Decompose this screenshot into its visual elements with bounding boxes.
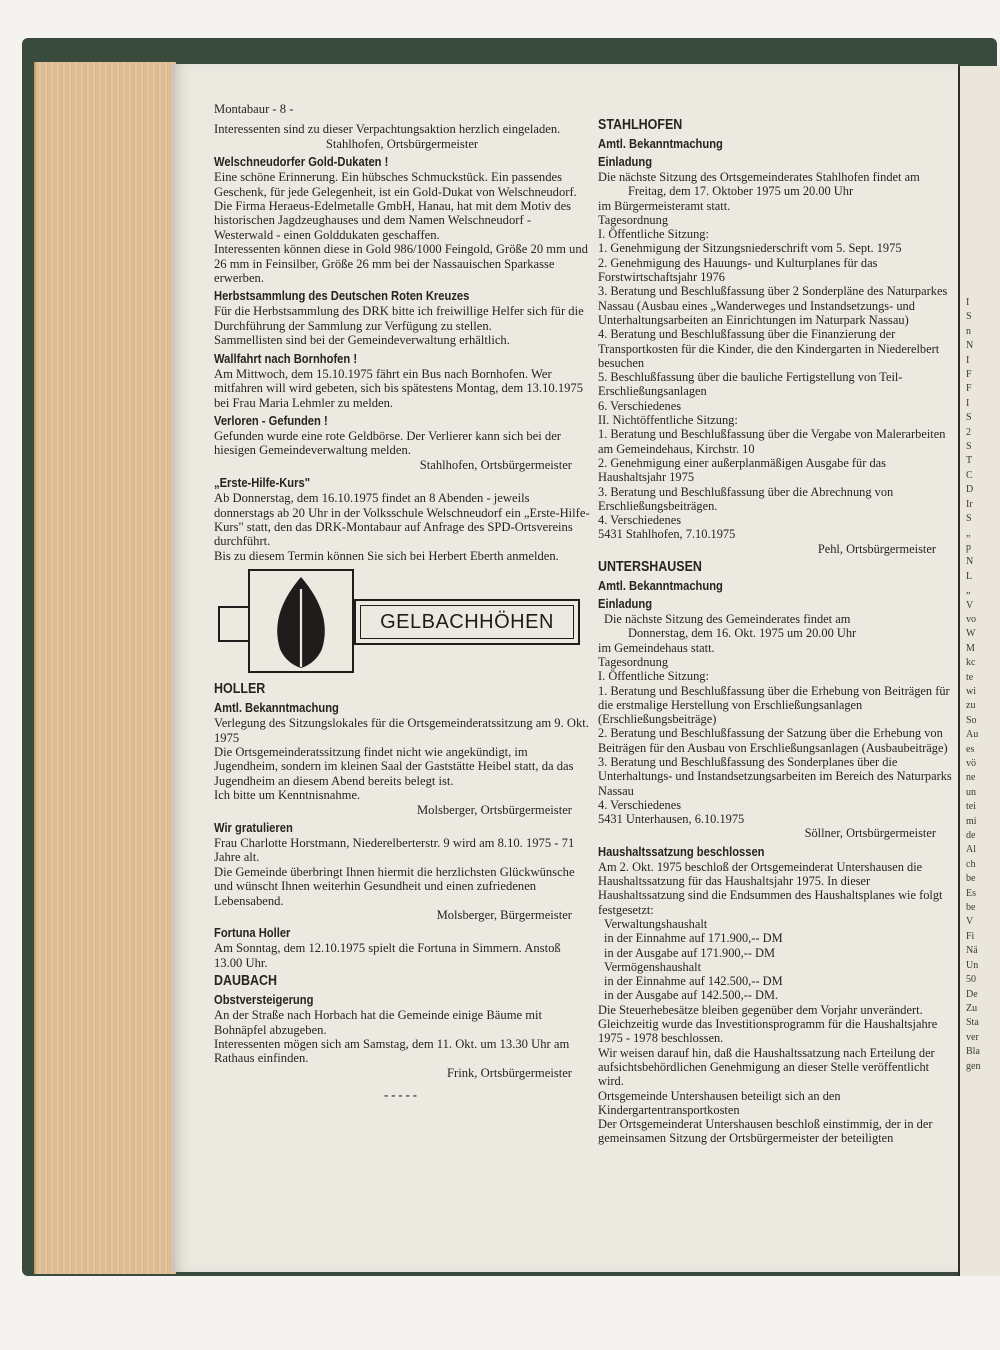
- end-dashes: -----: [384, 1088, 420, 1103]
- stahlhofen-item-4: 4. Beratung und Beschlußfassung über die Finanzierung der Transportkosten für die Kinder, die den Kindergarten in Niederelbert besuchen: [598, 327, 940, 370]
- edge-letter: „: [966, 585, 971, 597]
- stahlhofen-invitation: Einladung: [598, 154, 653, 169]
- logo-text: GELBACHHÖHEN: [380, 610, 554, 633]
- edge-letter: L: [966, 570, 973, 582]
- logo-emblem: [248, 569, 354, 673]
- stahlhofen-item-6: 6. Verschiedenes: [598, 398, 682, 413]
- edge-letter: I: [966, 397, 970, 409]
- edge-letter: mi: [966, 815, 977, 827]
- congratulations-para-1: Frau Charlotte Horstmann, Niederelberterstr. 9 wird am 8.10. 1975 - 71 Jahre alt.: [214, 836, 575, 865]
- lost-found-heading: Verloren - Gefunden !: [214, 412, 328, 428]
- stahlhofen-item-1: 1. Genehmigung der Sitzungsniederschrift vom 5. Sept. 1975: [598, 241, 902, 256]
- first-aid-para-2: Bis zu diesem Termin können Sie sich bei Herbert Eberth anmelden.: [214, 548, 559, 563]
- edge-letter: T: [966, 455, 973, 467]
- pilgrimage-para: Am Mittwoch, dem 15.10.1975 fährt ein Bus nach Bornhofen. Wer mitfahren will wird gebeten, sich bis spätestens Montag, dem 13.10.1975 bei Frau Maria Lehmler zu melden.: [214, 366, 584, 410]
- untershausen-date: Donnerstag, dem 16. Okt. 1975 um 20.00 Uhr: [628, 626, 857, 641]
- edge-letter: Es: [966, 887, 976, 899]
- first-aid-heading: „Erste-Hilfe-Kurs": [214, 475, 311, 491]
- edge-letter: vo: [966, 613, 976, 625]
- budget-para-5: Ortsgemeinde Untershausen beteiligt sich an den Kindergartentransportkosten: [598, 1088, 841, 1117]
- edge-letter: I: [966, 354, 970, 366]
- edge-letter: N: [966, 556, 974, 568]
- leaf-icon: [250, 571, 352, 671]
- edge-letter: De: [966, 988, 978, 1000]
- edge-letter: C: [966, 469, 973, 481]
- holler-para-3: Ich bitte um Kenntnisnahme.: [214, 788, 361, 803]
- intro-signature: Stahlhofen, Ortsbürgermeister: [325, 136, 479, 151]
- edge-letter: be: [966, 902, 976, 914]
- congratulations-heading: Wir gratulieren: [214, 820, 293, 835]
- edge-letter: 2: [966, 426, 971, 438]
- budget-para-3: Gleichzeitig wurde das Investitionsprogramm für die Haushaltsjahre 1975 - 1978 beschlossen.: [598, 1017, 938, 1046]
- page-edges: [34, 62, 176, 1274]
- edge-letter: kc: [966, 657, 976, 669]
- gold-dukaten-heading: Welschneudorfer Gold-Dukaten !: [214, 154, 389, 170]
- edge-letter: te: [966, 671, 974, 683]
- budget-line-3: in der Ausgabe auf 171.900,-- DM: [604, 945, 776, 960]
- gold-dukaten-para-1: Eine schöne Erinnerung. Ein hübsches Schmuckstück. Ein passendes Geschenk, für jede Gelegenheit, ist ein Gold-Dukat von Welschneudorf.: [214, 170, 577, 199]
- holler-para-2: Die Ortsgemeinderatssitzung findet nicht wie angekündigt, im Jugendheim, sondern im kleinen Saal der Gaststätte Heibel statt, da das Jugendheim an diesem Abend bereits belegt ist.: [214, 744, 574, 788]
- edge-letter: D: [966, 484, 974, 496]
- gold-dukaten-para-2: Die Firma Heraeus-Edelmetalle GmbH, Hanau, hat mit dem Motiv des historischen Jagdzeughauses und dem Namen Welschneudorf - Westerwald - einen Golddukaten geschaffen.: [214, 199, 572, 242]
- next-page-edge: [958, 66, 1000, 1276]
- fortuna-para: Am Sonntag, dem 12.10.1975 spielt die Fortuna in Simmern. Anstoß 13.00 Uhr.: [214, 941, 561, 970]
- fruit-auction-para-1: An der Straße nach Horbach hat die Gemeinde einige Bäume mit Bohnäpfel abzugeben.: [214, 1008, 543, 1037]
- edge-letter: „: [966, 527, 971, 539]
- stahlhofen-place-date: 5431 Stahlhofen, 7.10.1975: [598, 527, 736, 542]
- lost-found-signature: Stahlhofen, Ortsbürgermeister: [419, 457, 572, 472]
- edge-letter: Nä: [966, 945, 978, 957]
- drk-collection-heading: Herbstsammlung des Deutschen Roten Kreuzes: [214, 288, 470, 304]
- edge-letter: ver: [966, 1031, 979, 1043]
- fortuna-heading: Fortuna Holler: [214, 925, 291, 941]
- drk-collection-para-1: Für die Herbstsammlung des DRK bitte ich freiwillige Helfer sich für die Durchführung der Sammlung zur Verfügung zu stellen.: [214, 304, 584, 333]
- stahlhofen-item-3: 3. Beratung und Beschlußfassung über 2 Sonderpläne des Naturparkes Nassau (Ausbau eines „Wanderweges und Instandsetzungs- und Unterhaltungsarbeiten an Einrichtungen im Naturpark Nassau): [598, 284, 948, 327]
- pilgrimage-heading: Wallfahrt nach Bornhofen !: [214, 350, 358, 366]
- edge-letter: p: [966, 541, 971, 553]
- edge-letter: F: [966, 383, 972, 395]
- untershausen-location: im Gemeindehaus statt.: [598, 640, 715, 655]
- congratulations-signature: Molsberger, Bürgermeister: [436, 908, 572, 923]
- untershausen-agenda-label: Tagesordnung: [598, 654, 669, 669]
- edge-letter: V: [966, 916, 974, 928]
- budget-line-2: in der Einnahme auf 171.900,-- DM: [604, 931, 783, 946]
- edge-letter: Sta: [966, 1017, 979, 1029]
- edge-letter: W: [966, 628, 976, 640]
- edge-letter: V: [966, 599, 974, 611]
- stahlhofen-private-item-1: 1. Beratung und Beschlußfassung über die Vergabe von Malerarbeiten am Gemeindehaus, Kirchstr. 10: [598, 427, 946, 456]
- next-page-fragment-letters: [966, 296, 1000, 1074]
- edge-letter: wi: [966, 685, 976, 697]
- congratulations-para-2: Die Gemeinde überbringt Ihnen hiermit die herzlichsten Glückwünsche und wünscht Ihnen weiterhin Gesundheit und einen zufriedenen Lebensabend.: [214, 864, 575, 908]
- edge-letter: F: [966, 369, 972, 381]
- budget-heading: Haushaltssatzung beschlossen: [598, 843, 765, 859]
- right-column: [598, 114, 954, 1146]
- edge-letter: Al: [966, 844, 976, 856]
- left-column: [214, 102, 590, 1103]
- budget-para-6: Der Ortsgemeinderat Untershausen beschloß einstimmig, der in der gemeinsamen Sitzung der Ortsbürgermeister der beteiligten: [598, 1117, 933, 1146]
- edge-letter: Fi: [966, 930, 975, 942]
- edge-letter: Au: [966, 729, 979, 741]
- lost-found-para: Gefunden wurde eine rote Geldbörse. Der Verlierer kann sich bei der hiesigen Gemeindeverwaltung melden.: [214, 428, 562, 458]
- stahlhofen-location: im Bürgermeisteramt statt.: [598, 198, 731, 213]
- edge-letter: ne: [966, 772, 976, 784]
- stahlhofen-agenda-label: Tagesordnung: [598, 212, 669, 227]
- edge-letter: S: [966, 513, 972, 525]
- holler-para-1: Verlegung des Sitzungslokales für die Ortsgemeinderatssitzung am 9. Okt. 1975: [214, 716, 589, 745]
- holler-subheading: Amtl. Bekanntmachung: [214, 700, 339, 716]
- intro-text: Interessenten sind zu dieser Verpachtungsaktion herzlich eingeladen.: [214, 122, 561, 137]
- fruit-auction-signature: Frink, Ortsbürgermeister: [447, 1065, 572, 1080]
- stahlhofen-signature: Pehl, Ortsbürgermeister: [817, 541, 936, 556]
- budget-para-2: Die Steuerhebesätze bleiben gegenüber dem Vorjahr unverändert.: [598, 1002, 923, 1017]
- edge-letter: M: [966, 642, 975, 654]
- stahlhofen-date: Freitag, dem 17. Oktober 1975 um 20.00 Uhr: [628, 184, 854, 199]
- gold-dukaten-para-3: Interessenten können diese in Gold 986/1000 Feingold, Größe 20 mm und 26 mm in Feinsilber, Größe 26 mm bei der Nassauischen Sparkasse erwerben.: [214, 242, 588, 286]
- untershausen-intro: Die nächste Sitzung des Gemeinderates findet am: [604, 612, 851, 627]
- edge-letter: un: [966, 786, 976, 798]
- stahlhofen-private-item-3: 3. Beratung und Beschlußfassung über die Abrechnung von Erschließungsbeiträgen.: [598, 484, 894, 513]
- budget-para-1: Am 2. Okt. 1975 beschloß der Ortsgemeinderat Untershausen die Haushaltssatzung für das Haushaltsjahr 1975. In dieser Haushaltssatzung sind die Endsummen des Haushaltsplanes wie folgt festgesetzt:: [598, 859, 943, 917]
- stahlhofen-item-2: 2. Genehmigung des Hauungs- und Kulturplanes für das Forstwirtschaftsjahr 1976: [598, 255, 878, 285]
- edge-letter: I: [966, 297, 970, 308]
- holler-signature: Molsberger, Ortsbürgermeister: [416, 802, 572, 817]
- edge-letter: n: [966, 325, 971, 337]
- edge-letter: So: [966, 714, 977, 726]
- logo-left-bar: [218, 606, 248, 642]
- stahlhofen-public-session: I. Öffentliche Sitzung:: [598, 227, 709, 242]
- untershausen-item-4: 4. Verschiedenes: [598, 797, 682, 812]
- stahlhofen-subheading: Amtl. Bekanntmachung: [598, 136, 723, 151]
- untershausen-subheading: Amtl. Bekanntmachung: [598, 578, 723, 594]
- untershausen-invitation: Einladung: [598, 596, 653, 612]
- untershausen-heading: UNTERSHAUSEN: [598, 559, 702, 576]
- edge-letter: be: [966, 873, 976, 885]
- edge-letter: gen: [966, 1060, 981, 1072]
- edge-letter: ch: [966, 858, 976, 870]
- daubach-heading: DAUBACH: [214, 973, 278, 990]
- untershausen-item-2: 2. Beratung und Beschlußfassung der Satzung über die Erhebung von Beiträgen für den Ausbau von Erschließungsanlagen (Ausbaubeiträge): [598, 726, 948, 755]
- edge-letter: Zu: [966, 1002, 978, 1014]
- untershausen-item-3: 3. Beratung und Beschlußfassung des Sonderplanes über die Unterhaltungs- und Instandsetzungsarbeiten im Bereich des Naturparks Nassau: [598, 754, 952, 798]
- budget-line-1: Verwaltungshaushalt: [604, 916, 708, 931]
- stahlhofen-heading: STAHLHOFEN: [598, 117, 683, 133]
- fruit-auction-para-2: Interessenten mögen sich am Samstag, dem 11. Okt. um 13.30 Uhr am Rathaus einfinden.: [214, 1037, 570, 1066]
- budget-line-6: in der Ausgabe auf 142.500,-- DM.: [604, 988, 779, 1003]
- edge-letter: S: [966, 441, 972, 453]
- edge-letter: tei: [966, 801, 976, 813]
- edge-letter: Bla: [966, 1046, 980, 1058]
- untershausen-signature: Söllner, Ortsbürgermeister: [804, 826, 936, 841]
- edge-letter: de: [966, 830, 976, 842]
- budget-para-4: Wir weisen darauf hin, daß die Haushaltssatzung nach Erteilung der aufsichtsbehördlichen Genehmigung an dieser Stelle veröffentlicht wird.: [598, 1045, 935, 1089]
- fruit-auction-subheading: Obstversteigerung: [214, 992, 314, 1008]
- first-aid-para-1: Ab Donnerstag, dem 16.10.1975 findet an 8 Abenden - jeweils donnerstags ab 20 Uhr in der Volksschule Welschneudorf ein „Erste-Hilfe-Kurs" statt, den das DRK-Montabaur auf Anfrage des SPD-Ortsvereins durchführt.: [214, 491, 590, 549]
- edge-letter: Un: [966, 959, 979, 971]
- edge-letter: N: [966, 340, 974, 352]
- stahlhofen-private-item-4: 4. Verschiedenes: [598, 513, 682, 528]
- stahlhofen-private-item-2: 2. Genehmigung einer außerplanmäßigen Ausgabe für das Haushaltsjahr 1975: [598, 455, 886, 485]
- edge-letter: zu: [966, 700, 976, 712]
- gelbachhoehen-logo: [218, 569, 580, 673]
- edge-letter: vö: [966, 758, 976, 769]
- untershausen-public-session: I. Öffentliche Sitzung:: [598, 669, 709, 684]
- edge-letter: S: [966, 311, 972, 323]
- stahlhofen-intro: Die nächste Sitzung des Ortsgemeinderates Stahlhofen findet am: [598, 170, 920, 184]
- budget-line-4: Vermögenshaushalt: [604, 959, 702, 974]
- edge-letter: S: [966, 412, 972, 424]
- budget-line-5: in der Einnahme auf 142.500,-- DM: [604, 974, 783, 989]
- logo-name-bar: [354, 599, 580, 645]
- untershausen-place-date: 5431 Unterhausen, 6.10.1975: [598, 812, 745, 827]
- edge-letter: Ir: [966, 498, 973, 510]
- drk-collection-para-2: Sammellisten sind bei der Gemeindeverwaltung erhältlich.: [214, 333, 510, 348]
- edge-letter: 50: [966, 974, 976, 986]
- edge-letter: es: [966, 743, 975, 755]
- stahlhofen-item-5: 5. Beschlußfassung über die bauliche Fertigstellung von Teil-Erschließungsanlagen: [598, 370, 903, 399]
- untershausen-item-1: 1. Beratung und Beschlußfassung über die Erhebung von Beiträgen für die erstmalige Herstellung von Erschließungsanlagen (Erschließungsbeiträge): [598, 683, 950, 727]
- stahlhofen-private-session: II. Nichtöffentliche Sitzung:: [598, 413, 738, 428]
- page-header: Montabaur - 8 -: [214, 102, 294, 116]
- holler-heading: HOLLER: [214, 681, 266, 698]
